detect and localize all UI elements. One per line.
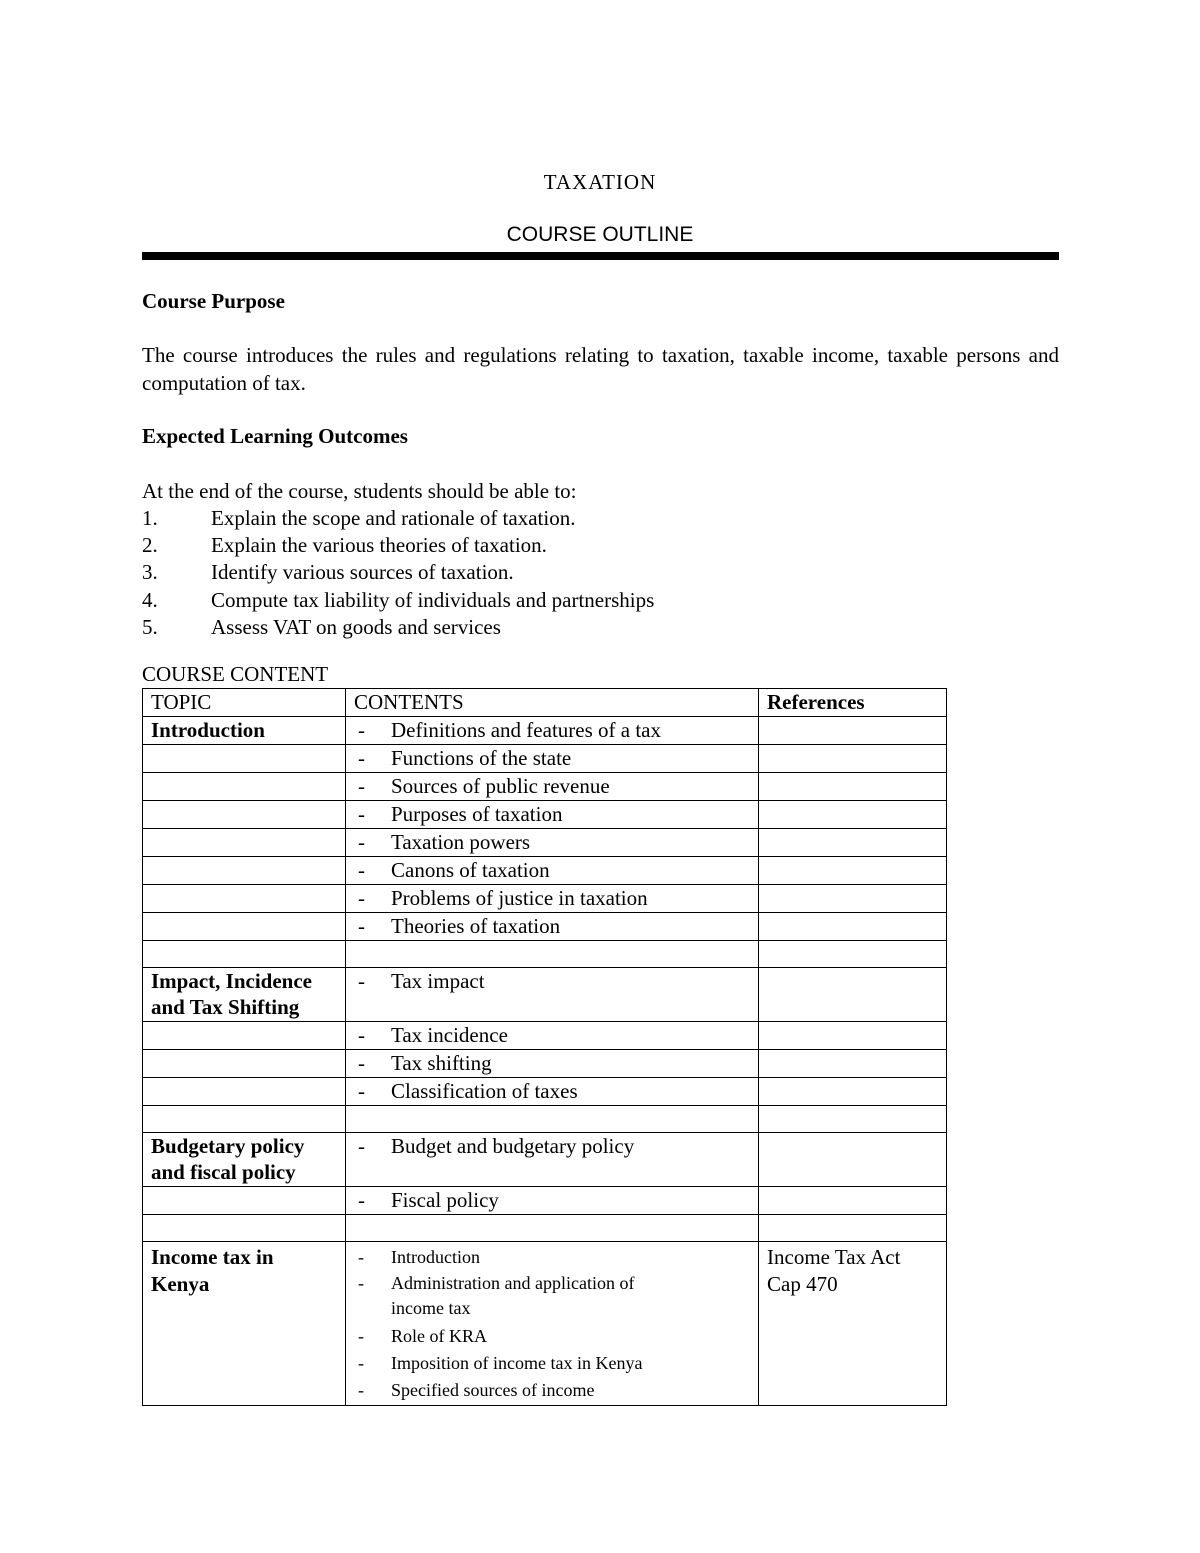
references-cell: Income Tax Act Cap 470 bbox=[759, 1242, 947, 1406]
topic-cell: Introduction bbox=[143, 717, 346, 745]
content-item: Introduction bbox=[391, 1247, 480, 1267]
dash-bullet: - bbox=[358, 746, 365, 770]
content-item: Administration and application of income tax bbox=[391, 1273, 635, 1318]
topic-cell bbox=[143, 1050, 346, 1078]
content-item: Specified sources of income bbox=[391, 1380, 595, 1400]
references-cell bbox=[759, 801, 947, 829]
list-item-text: Assess VAT on goods and services bbox=[211, 614, 501, 639]
list-item bbox=[142, 505, 1059, 532]
references-cell bbox=[759, 1022, 947, 1050]
topic-cell: Budgetary policy and fiscal policy bbox=[143, 1133, 346, 1187]
dash-bullet: - bbox=[358, 802, 365, 826]
course-purpose-text: The course introduces the rules and regulations relating to taxation, taxable income, taxable persons and computation of tax. bbox=[142, 343, 1059, 395]
references-cell bbox=[759, 745, 947, 773]
content-item: Taxation powers bbox=[391, 830, 531, 854]
page-title: TAXATION bbox=[543, 170, 657, 194]
table-row bbox=[143, 829, 947, 857]
topic-cell bbox=[143, 773, 346, 801]
learning-outcomes-list bbox=[142, 505, 1059, 641]
topic-cell: Impact, Incidence and Tax Shifting bbox=[143, 968, 346, 1022]
course-content-heading: COURSE CONTENT bbox=[142, 662, 329, 686]
dash-bullet: - bbox=[358, 1051, 365, 1075]
references-cell bbox=[759, 857, 947, 885]
topic-cell bbox=[143, 745, 346, 773]
header-topic: TOPIC bbox=[143, 689, 346, 717]
content-item: Functions of the state bbox=[391, 746, 572, 770]
list-item-number: 1. bbox=[142, 506, 158, 530]
content-item: Tax incidence bbox=[391, 1023, 508, 1047]
content-item: Purposes of taxation bbox=[391, 802, 563, 826]
contents-cell bbox=[346, 1133, 759, 1187]
list-item bbox=[142, 587, 1059, 614]
list-item-text: Explain the scope and rationale of taxation. bbox=[211, 506, 576, 530]
topic-cell bbox=[143, 1022, 346, 1050]
learning-outcomes-intro: At the end of the course, students should be able to: bbox=[142, 479, 577, 503]
table-header-row bbox=[143, 689, 947, 717]
list-item-number: 2. bbox=[142, 533, 158, 558]
dash-bullet: - bbox=[358, 1326, 364, 1346]
table-row bbox=[143, 1022, 947, 1050]
page-subtitle: COURSE OUTLINE bbox=[506, 223, 694, 246]
header-contents: CONTENTS bbox=[346, 689, 759, 717]
list-item bbox=[142, 614, 1059, 641]
table-row bbox=[143, 745, 947, 773]
course-content-table bbox=[142, 688, 947, 1406]
table-row bbox=[143, 773, 947, 801]
references-cell bbox=[759, 717, 947, 745]
dash-bullet: - bbox=[358, 830, 365, 854]
content-item: Problems of justice in taxation bbox=[391, 886, 648, 910]
dash-bullet: - bbox=[358, 1079, 365, 1103]
table-row bbox=[143, 1078, 947, 1106]
content-item: Fiscal policy bbox=[391, 1188, 499, 1212]
table-row bbox=[143, 1050, 947, 1078]
topic-cell bbox=[143, 829, 346, 857]
contents-cell bbox=[346, 1078, 759, 1106]
contents-cell bbox=[346, 801, 759, 829]
table-row bbox=[143, 913, 947, 941]
list-item-text: Identify various sources of taxation. bbox=[211, 560, 514, 585]
contents-cell bbox=[346, 968, 759, 1022]
content-item: Theories of taxation bbox=[391, 914, 561, 938]
contents-cell bbox=[346, 717, 759, 745]
learning-outcomes-heading: Expected Learning Outcomes bbox=[142, 424, 408, 448]
list-item-number: 5. bbox=[142, 614, 158, 639]
list-item-text: Compute tax liability of individuals and partnerships bbox=[211, 587, 655, 612]
table-row bbox=[143, 968, 947, 1022]
references-cell bbox=[759, 968, 947, 1022]
content-item: Classification of taxes bbox=[391, 1079, 578, 1103]
topic-cell: Income tax in Kenya bbox=[143, 1242, 346, 1406]
contents-cell bbox=[346, 1242, 759, 1406]
list-item-number: 4. bbox=[142, 587, 158, 612]
topic-cell bbox=[143, 885, 346, 913]
content-item: Imposition of income tax in Kenya bbox=[391, 1353, 643, 1373]
content-item: Definitions and features of a tax bbox=[391, 718, 661, 742]
dash-bullet: - bbox=[358, 718, 365, 742]
references-cell bbox=[759, 1187, 947, 1215]
topic-cell bbox=[143, 1078, 346, 1106]
content-item: Role of KRA bbox=[391, 1326, 487, 1346]
table-row bbox=[143, 1187, 947, 1215]
references-cell bbox=[759, 829, 947, 857]
contents-cell bbox=[346, 1022, 759, 1050]
dash-bullet: - bbox=[358, 1188, 365, 1212]
table-row bbox=[143, 1242, 947, 1406]
course-purpose-heading: Course Purpose bbox=[142, 289, 285, 313]
references-cell bbox=[759, 1078, 947, 1106]
list-item bbox=[142, 559, 1059, 586]
references-cell bbox=[759, 913, 947, 941]
contents-cell bbox=[346, 745, 759, 773]
list-item bbox=[142, 532, 1059, 559]
topic-cell bbox=[143, 1187, 346, 1215]
dash-bullet: - bbox=[358, 1023, 365, 1047]
references-cell bbox=[759, 1050, 947, 1078]
contents-cell bbox=[346, 829, 759, 857]
contents-cell bbox=[346, 1187, 759, 1215]
content-item: Sources of public revenue bbox=[391, 774, 610, 798]
dash-bullet: - bbox=[358, 1380, 364, 1400]
table-row-empty bbox=[143, 1215, 947, 1242]
list-item-number: 3. bbox=[142, 560, 158, 585]
references-cell bbox=[759, 1133, 947, 1187]
dash-bullet: - bbox=[358, 774, 365, 798]
header-references: References bbox=[759, 689, 947, 717]
topic-cell bbox=[143, 857, 346, 885]
references-cell bbox=[759, 773, 947, 801]
dash-bullet: - bbox=[358, 858, 365, 882]
heading-rule bbox=[142, 252, 1059, 260]
content-item: Budget and budgetary policy bbox=[391, 1134, 635, 1158]
references-cell bbox=[759, 885, 947, 913]
topic-cell bbox=[143, 913, 346, 941]
table-row bbox=[143, 1133, 947, 1187]
content-item: Tax impact bbox=[391, 969, 485, 993]
table-row bbox=[143, 801, 947, 829]
dash-bullet: - bbox=[358, 1247, 364, 1267]
dash-bullet: - bbox=[358, 1273, 364, 1293]
contents-cell bbox=[346, 857, 759, 885]
content-item: Canons of taxation bbox=[391, 858, 550, 882]
list-item-text: Explain the various theories of taxation. bbox=[211, 533, 547, 558]
topic-cell bbox=[143, 801, 346, 829]
dash-bullet: - bbox=[358, 969, 365, 993]
table-row-empty bbox=[143, 941, 947, 968]
table-row bbox=[143, 717, 947, 745]
dash-bullet: - bbox=[358, 1353, 364, 1373]
contents-cell bbox=[346, 1050, 759, 1078]
dash-bullet: - bbox=[358, 914, 365, 938]
table-row bbox=[143, 885, 947, 913]
dash-bullet: - bbox=[358, 886, 365, 910]
contents-cell bbox=[346, 885, 759, 913]
content-item: Tax shifting bbox=[391, 1051, 492, 1075]
table-row bbox=[143, 857, 947, 885]
contents-cell bbox=[346, 913, 759, 941]
table-row-empty bbox=[143, 1106, 947, 1133]
contents-cell bbox=[346, 773, 759, 801]
dash-bullet: - bbox=[358, 1134, 365, 1158]
